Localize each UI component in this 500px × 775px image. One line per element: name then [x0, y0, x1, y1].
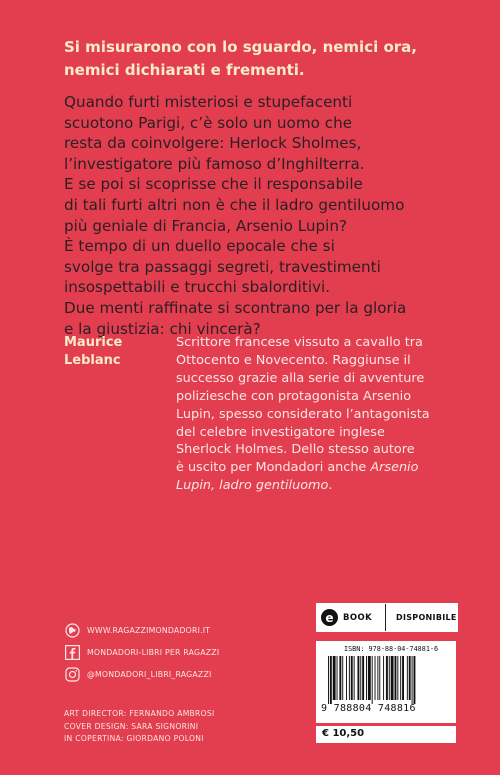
barcode-bar [409, 656, 411, 700]
barcode-bar [339, 656, 341, 700]
barcode-bar [342, 656, 343, 700]
credit-line: IN COPERTINA: GIORDANO POLONI [64, 734, 204, 744]
author-name [64, 334, 144, 370]
website-label: WWW.RAGAZZIMONDADORI.IT [87, 625, 211, 635]
barcode-bar [368, 656, 371, 700]
barcode-bar [391, 656, 394, 700]
price-box [316, 726, 456, 743]
bio-line: Ottocento e Novecento. Raggiunse il [176, 352, 411, 368]
barcode [326, 656, 446, 704]
barcode-bar [379, 656, 380, 700]
barcode-bar [400, 656, 401, 700]
bio-end: . [328, 478, 333, 494]
author-bio [176, 334, 476, 495]
facebook-link[interactable] [64, 641, 304, 663]
bio-line: successo grazie alla serie di avventure [176, 370, 425, 386]
ebook-badge [316, 603, 458, 632]
ebook-status: DISPONIBILE [396, 613, 457, 622]
author-last-name: Leblanc [64, 353, 121, 368]
barcode-bar [375, 656, 376, 700]
blurb-line: di tali furti altri non è che il ladro gentiluomo [64, 195, 405, 214]
barcode-digits: 9 788804 748816 [321, 703, 416, 714]
barcode-bar [354, 656, 355, 700]
barcode-bar [333, 656, 336, 700]
barcode-bar [386, 656, 388, 700]
facebook-icon [64, 644, 80, 660]
barcode-bar [357, 656, 359, 700]
instagram-icon [64, 666, 80, 682]
blurb-line: l’investigatore più famoso d’Inghilterra. [64, 154, 365, 173]
barcode-bar [407, 656, 408, 700]
barcode-bar [337, 656, 338, 700]
barcode-bar [412, 656, 413, 704]
book-title: Arsenio [370, 460, 419, 476]
ebook-logo [317, 604, 386, 631]
blurb-line: e la giustizia: chi vincerà? [64, 319, 261, 338]
ebook-label: BOOK [343, 612, 373, 623]
barcode-bar [328, 656, 329, 704]
website-link[interactable] [64, 619, 304, 641]
instagram-link[interactable] [64, 663, 304, 685]
tagline-line: nemici dichiarati e frementi. [64, 61, 305, 79]
price: € 10,50 [322, 728, 365, 739]
blurb-line: svolge tra passaggi segreti, travestimenti [64, 257, 381, 276]
publisher-links [64, 619, 304, 685]
barcode-bar [402, 656, 404, 700]
globe-icon [64, 622, 80, 638]
barcode-bar [351, 656, 353, 700]
barcode-bar [349, 656, 350, 700]
bio-line: Scrittore francese vissuto a cavallo tra [176, 335, 423, 350]
blurb-line: Quando furti misteriosi e stupefacenti [64, 93, 353, 111]
blurb-line: È tempo di un duello epocale che si [64, 237, 335, 256]
author-first-name: Maurice [64, 335, 123, 350]
credit-line: COVER DESIGN: SARA SIGNORINI [64, 721, 199, 731]
blurb-line: E se poi si scoprisse che il responsabile [64, 175, 363, 194]
credit-line: ART DIRECTOR: FERNANDO AMBROSI [64, 709, 215, 718]
blurb-line: resta da coinvolgere: Herlock Sholmes, [64, 134, 362, 153]
bio-line [176, 459, 476, 477]
barcode-bar [372, 656, 373, 704]
bio-line-text: è uscito per Mondadori anche [176, 460, 367, 476]
credits [64, 708, 304, 746]
barcode-bar [383, 656, 384, 700]
blurb [64, 92, 474, 339]
tagline [64, 36, 464, 82]
tagline-line: Si misurarono con lo sguardo, nemici ora, [64, 38, 417, 56]
barcode-bar [397, 656, 398, 700]
barcode-bar [360, 656, 361, 700]
blurb-line: insospettabili e trucchi sbalorditivi. [64, 278, 331, 297]
bio-line: Sherlock Holmes. Dello stesso autore [176, 442, 415, 458]
barcode-bar [330, 656, 332, 704]
barcode-bar [414, 656, 416, 704]
barcode-bar [346, 656, 347, 700]
barcode-bar [395, 656, 397, 700]
bio-line [176, 477, 476, 495]
barcode-bar [366, 656, 367, 700]
ebook-e-icon: e [321, 609, 338, 626]
barcode-bar [377, 656, 378, 700]
book-title: Lupin, ladro gentiluomo [176, 478, 329, 494]
barcode-box [316, 641, 456, 723]
bio-line: poliziesche con protagonista Arsenio [176, 388, 412, 404]
blurb-line: più geniale di Francia, Arsenio Lupin? [64, 216, 348, 235]
instagram-label: @MONDADORI_LIBRI_RAGAZZI [87, 669, 212, 679]
blurb-line: scuotono Parigi, c’è solo un uomo che [64, 113, 353, 132]
facebook-label: MONDADORI-LIBRI PER RAGAZZI [87, 647, 220, 657]
barcode-bar [389, 656, 390, 700]
isbn-text: ISBN: 978-88-04-74881-6 [344, 645, 439, 653]
barcode-bar [362, 656, 364, 700]
bio-line: del celebre investigatore inglese [176, 424, 385, 440]
bio-line: Lupin, spesso considerato l’antagonista [176, 406, 430, 422]
blurb-line: Due menti raffinate si scontrano per la gloria [64, 298, 407, 317]
